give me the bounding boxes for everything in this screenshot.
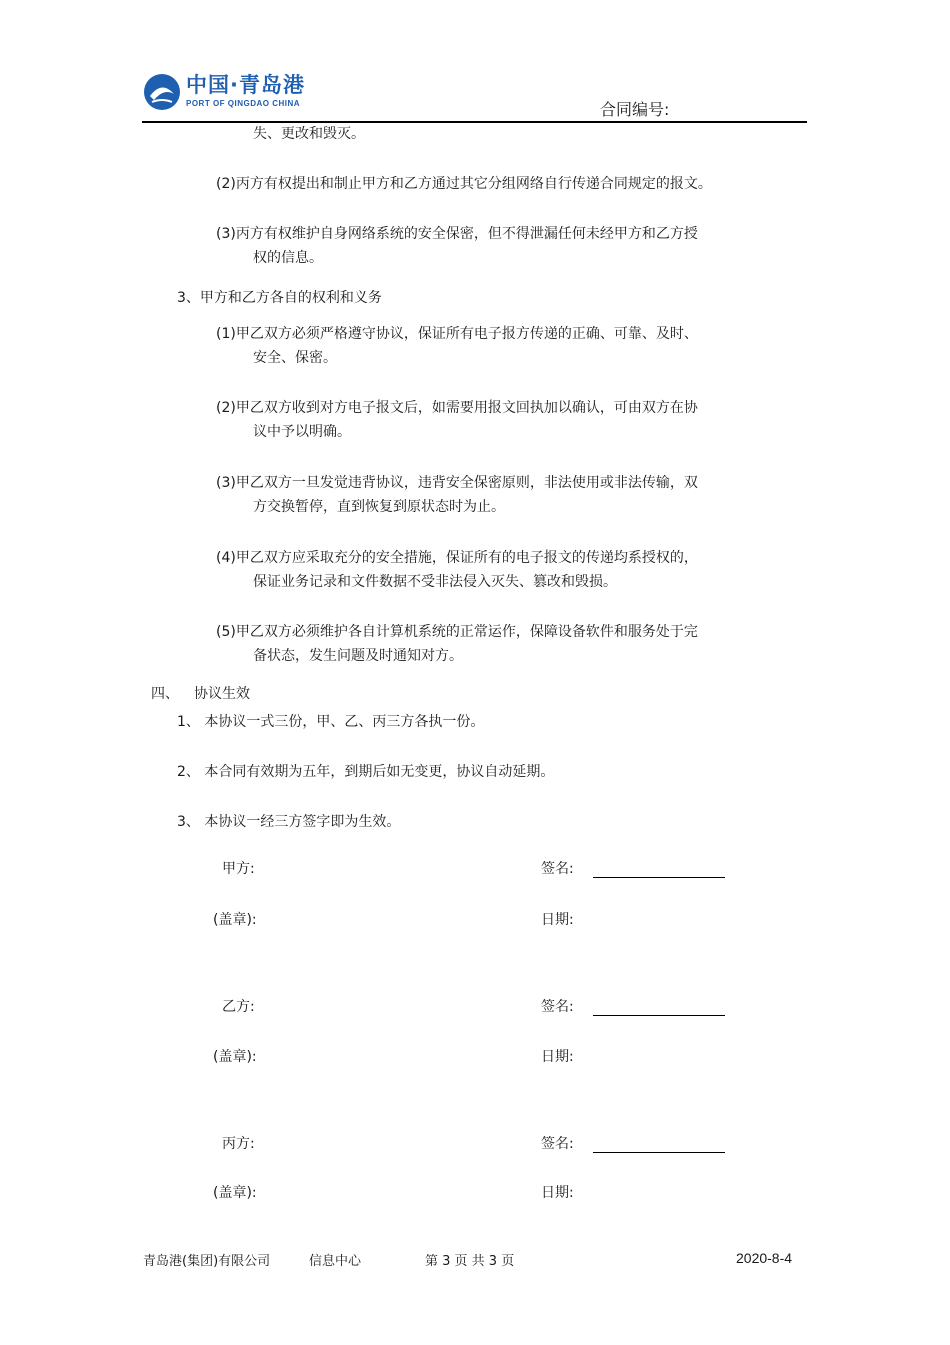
party-a-label: 甲方:: [222, 861, 255, 877]
party-c-seal-label: (盖章):: [213, 1185, 257, 1201]
section-3-item-4-line-2: 保证业务记录和文件数据不受非法侵入灭失、篡改和毁损。: [253, 574, 617, 590]
party-b-signature-line: [593, 1015, 725, 1016]
party-c-date-label: 日期:: [541, 1185, 574, 1201]
clause-2-item-2: (2)丙方有权提出和制止甲方和乙方通过其它分组网络自行传递合同规定的报文。: [216, 176, 712, 192]
footer-company: 青岛港(集团)有限公司: [143, 1254, 271, 1269]
section-4-title: 协议生效: [194, 686, 250, 702]
party-a-sign-label: 签名:: [541, 861, 574, 877]
party-b-label: 乙方:: [222, 999, 255, 1015]
section-3-item-4-line-1: (4)甲乙双方应采取充分的安全措施，保证所有的电子报文的传递均系授权的，: [216, 550, 698, 566]
party-c-sign-label: 签名:: [541, 1136, 574, 1152]
party-a-date-label: 日期:: [541, 912, 574, 928]
party-a-seal-label: (盖章):: [213, 912, 257, 928]
logo-text-en: PORT OF QINGDAO CHINA: [186, 99, 301, 108]
contract-number-label: 合同编号:: [600, 100, 670, 119]
section-4-item-2: 2、 本合同有效期为五年，到期后如无变更，协议自动延期。: [177, 764, 555, 780]
continued-text: 失、更改和毁灭。: [253, 126, 365, 142]
footer-date: 2020-8-4: [736, 1250, 793, 1266]
section-4-number: 四、: [151, 686, 179, 702]
section-3-item-3-line-1: (3)甲乙双方一旦发觉违背协议，违背安全保密原则，非法使用或非法传输，双: [216, 475, 698, 491]
party-b-sign-label: 签名:: [541, 999, 574, 1015]
section-3-item-2-line-2: 议中予以明确。: [253, 424, 351, 440]
party-b-date-label: 日期:: [541, 1049, 574, 1065]
party-b-seal-label: (盖章):: [213, 1049, 257, 1065]
header-divider: [142, 121, 807, 123]
party-c-signature-line: [593, 1152, 725, 1153]
party-c-label: 丙方:: [222, 1136, 255, 1152]
clause-2-item-3-line-2: 权的信息。: [253, 250, 323, 266]
section-3-item-5-line-2: 备状态，发生问题及时通知对方。: [253, 648, 463, 664]
clause-2-item-3-line-1: (3)丙方有权维护自身网络系统的安全保密，但不得泄漏任何未经甲方和乙方授: [216, 226, 698, 242]
section-3-item-2-line-1: (2)甲乙双方收到对方电子报文后，如需要用报文回执加以确认，可由双方在协: [216, 400, 698, 416]
section-3-item-1-line-2: 安全、保密。: [253, 350, 337, 366]
section-3-item-5-line-1: (5)甲乙双方必须维护各自计算机系统的正常运作，保障设备软件和服务处于完: [216, 624, 698, 640]
section-4-item-3: 3、 本协议一经三方签字即为生效。: [177, 814, 401, 830]
section-4-item-1: 1、 本协议一式三份，甲、乙、丙三方各执一份。: [177, 714, 485, 730]
section-3-item-1-line-1: (1)甲乙双方必须严格遵守协议，保证所有电子报方传递的正确、可靠、及时、: [216, 326, 698, 342]
section-3-item-3-line-2: 方交换暂停，直到恢复到原状态时为止。: [253, 499, 505, 515]
footer-page-number: 第 3 页 共 3 页: [425, 1254, 515, 1269]
footer-department: 信息中心: [309, 1254, 362, 1269]
port-logo-icon: [142, 70, 182, 114]
section-3-heading: 3、甲方和乙方各自的权利和义务: [177, 290, 382, 306]
company-logo: [142, 69, 312, 115]
party-a-signature-line: [593, 877, 725, 878]
logo-text-cn: 中国·青岛港: [186, 73, 305, 97]
